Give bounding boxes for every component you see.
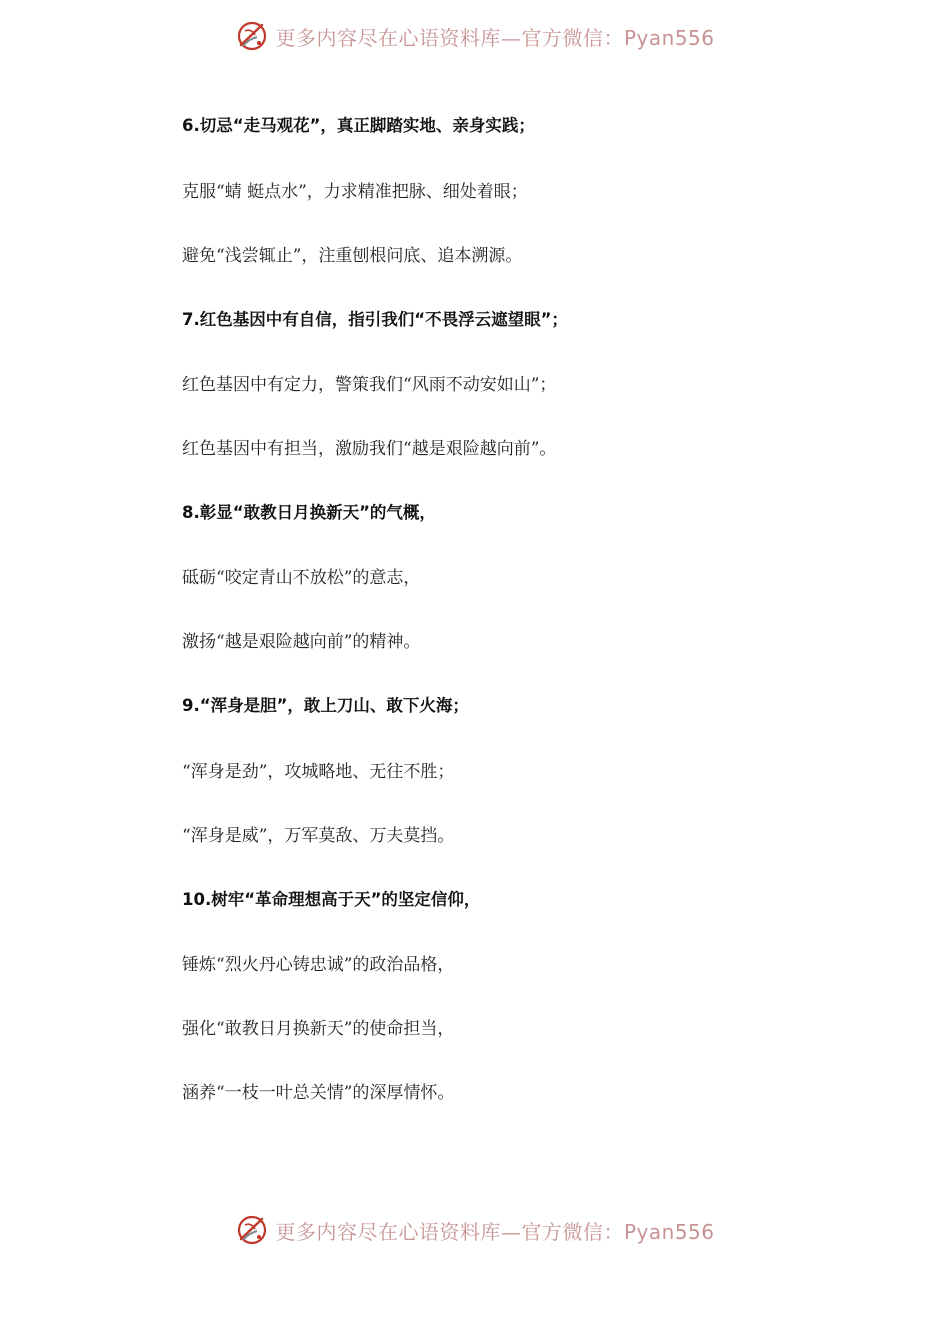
section-10-heading: 10.树牢“革命理想高于天”的坚定信仰，	[182, 890, 481, 909]
pen-and-brush-logo-icon	[235, 19, 269, 53]
section-10-line-3: 涵养“一枝一叶总关情”的深厚情怀。	[182, 1083, 455, 1103]
section-7-line-2: 红色基因中有担当，激励我们“越是艰险越向前”。	[182, 439, 557, 459]
section-10-line-2: 强化“敢教日月换新天”的使命担当，	[182, 1019, 455, 1039]
section-9-line-2: “浑身是威”，万军莫敌、万夫莫挡。	[182, 826, 455, 846]
footer-wechat-id: Pyan556	[623, 1219, 715, 1244]
section-6-heading: 6.切忌“走马观花”，真正脚踏实地、亲身实践；	[182, 116, 535, 135]
section-8-line-1: 砥砺“咬定青山不放松”的意志，	[182, 568, 421, 588]
section-7-heading: 7.红色基因中有自信，指引我们“不畏浮云遮望眼”；	[182, 310, 568, 329]
header-wechat-id: Pyan556	[623, 25, 715, 50]
section-6-line-1: 克服“蜻 蜓点水”，力求精准把脉、细处着眼；	[182, 182, 528, 202]
header-banner	[0, 14, 950, 58]
section-9-heading: 9.“浑身是胆”，敢上刀山、敢下火海；	[182, 696, 469, 715]
section-8-line-2: 激扬“越是艰险越向前”的精神。	[182, 632, 421, 652]
section-6-line-2: 避免“浅尝辄止”，注重刨根问底、追本溯源。	[182, 246, 523, 266]
section-10-line-1: 锤炼“烈火丹心铸忠诚”的政治品格，	[182, 955, 455, 975]
header-banner-text	[275, 22, 714, 51]
section-7-line-1: 红色基因中有定力，警策我们“风雨不动安如山”；	[182, 375, 557, 395]
section-8-heading: 8.彰显“敢教日月换新天”的气概，	[182, 503, 436, 522]
footer-banner	[0, 1208, 950, 1252]
header-banner-label: 更多内容尽在心语资料库—官方微信：	[275, 25, 624, 50]
footer-banner-text	[275, 1216, 714, 1245]
pen-and-brush-logo-icon	[235, 1213, 269, 1247]
footer-banner-label: 更多内容尽在心语资料库—官方微信：	[275, 1219, 624, 1244]
section-9-line-1: “浑身是劲”，攻城略地、无往不胜；	[182, 762, 455, 782]
